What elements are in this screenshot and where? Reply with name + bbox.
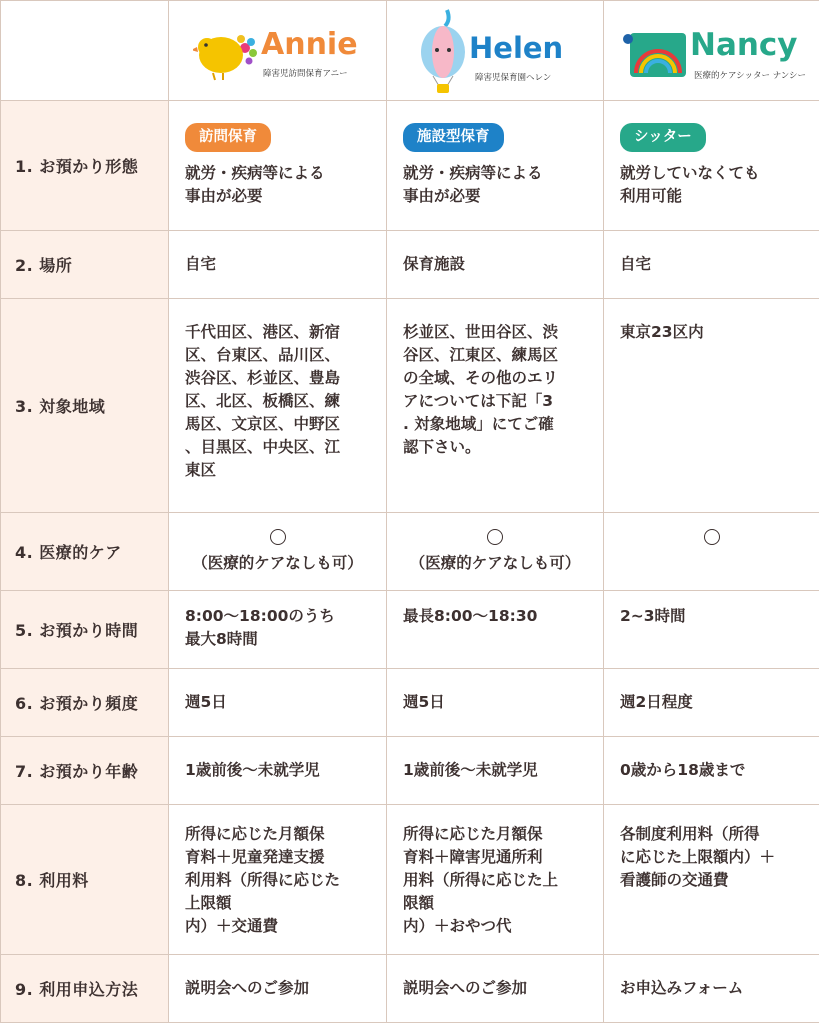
row-medical-care [1,513,819,591]
table-cell: 1歳前後〜未就学児 [169,737,387,805]
row-fee [1,805,819,955]
annie-logo [169,1,387,101]
header-row [1,1,819,101]
table-cell: お申込みフォーム [604,955,819,1023]
row-label: 2. 場所 [1,231,169,299]
table-cell: 8:00〜18:00のうち 最大8時間 [169,591,387,669]
annie-brand-subtitle: 障害児訪問保育アニー [263,69,348,79]
table-cell: 2~3時間 [604,591,819,669]
table-cell: 説明会へのご参加 [387,955,604,1023]
nancy-brand-subtitle: 医療的ケアシッター ナンシー [694,71,807,81]
annie-brand-name: Annie [261,27,358,62]
table-cell: 東京23区内 [604,299,819,513]
care-type-value: 就労・疾病等による 事由が必要 [403,164,543,205]
table-cell: 杉並区、世田谷区、渋 谷区、江東区、練馬区 の全域、その他のエリ アについては下記「3 . 対象地域」にてご確 認下さい。 [387,299,604,513]
rainbow-door-icon [622,29,690,79]
nancy-logo [604,1,819,101]
balloon-icon [417,6,469,96]
care-type-badge-nancy: シッター [620,123,706,152]
row-hours [1,591,819,669]
bird-icon [193,23,263,83]
row-label: 6. お預かり頻度 [1,669,169,737]
row-age [1,737,819,805]
table-cell: 週5日 [387,669,604,737]
available-circle-icon [487,529,503,545]
row-area [1,299,819,513]
row-label: 5. お預かり時間 [1,591,169,669]
row-application [1,955,819,1023]
table-cell: 最長8:00〜18:30 [387,591,604,669]
table-cell: 自宅 [169,231,387,299]
helen-brand-subtitle: 障害児保育園ヘレン [475,73,552,83]
row-label: 8. 利用料 [1,805,169,955]
table-cell [169,513,387,591]
row-label: 4. 医療的ケア [1,513,169,591]
table-cell [604,513,819,591]
table-cell: 週2日程度 [604,669,819,737]
table-cell: 所得に応じた月額保 育料＋児童発達支援 利用料（所得に応じた 上限額 内）＋交通費 [169,805,387,955]
care-type-value: 就労・疾病等による 事由が必要 [185,164,325,205]
row-label: 1. お預かり形態 [1,101,169,231]
row-location [1,231,819,299]
medical-care-note: （医療的ケアなしも可） [192,553,363,572]
table-cell: 説明会へのご参加 [169,955,387,1023]
helen-logo [387,1,604,101]
care-type-badge-annie: 訪問保育 [185,123,271,152]
available-circle-icon [270,529,286,545]
table-cell: 週5日 [169,669,387,737]
table-cell [387,513,604,591]
row-label: 9. 利用申込方法 [1,955,169,1023]
care-type-badge-helen: 施設型保育 [403,123,504,152]
helen-brand-name: Helen [469,31,564,65]
row-frequency [1,669,819,737]
nancy-brand-name: Nancy [690,27,798,63]
row-label: 3. 対象地域 [1,299,169,513]
table-cell: 1歳前後〜未就学児 [387,737,604,805]
medical-care-note: （医療的ケアなしも可） [409,553,581,572]
available-circle-icon [704,529,720,545]
table-cell: 各制度利用料（所得 に応じた上限額内）＋ 看護師の交通費 [604,805,819,955]
helen-care-type-cell [387,101,604,231]
table-cell: 0歳から18歳まで [604,737,819,805]
care-type-value: 就労していなくても 利用可能 [620,164,760,205]
table-cell: 保育施設 [387,231,604,299]
nancy-care-type-cell [604,101,819,231]
table-cell: 自宅 [604,231,819,299]
row-label: 7. お預かり年齢 [1,737,169,805]
header-corner [1,1,169,101]
annie-care-type-cell [169,101,387,231]
row-care-type [1,101,819,231]
table-cell: 千代田区、港区、新宿 区、台東区、品川区、 渋谷区、杉並区、豊島 区、北区、板橋区、練 馬区、文京区、中野区 、目黒区、中央区、江 東区 [169,299,387,513]
table-cell: 所得に応じた月額保 育料＋障害児通所利 用料（所得に応じた上 限額 内）＋おやつ代 [387,805,604,955]
